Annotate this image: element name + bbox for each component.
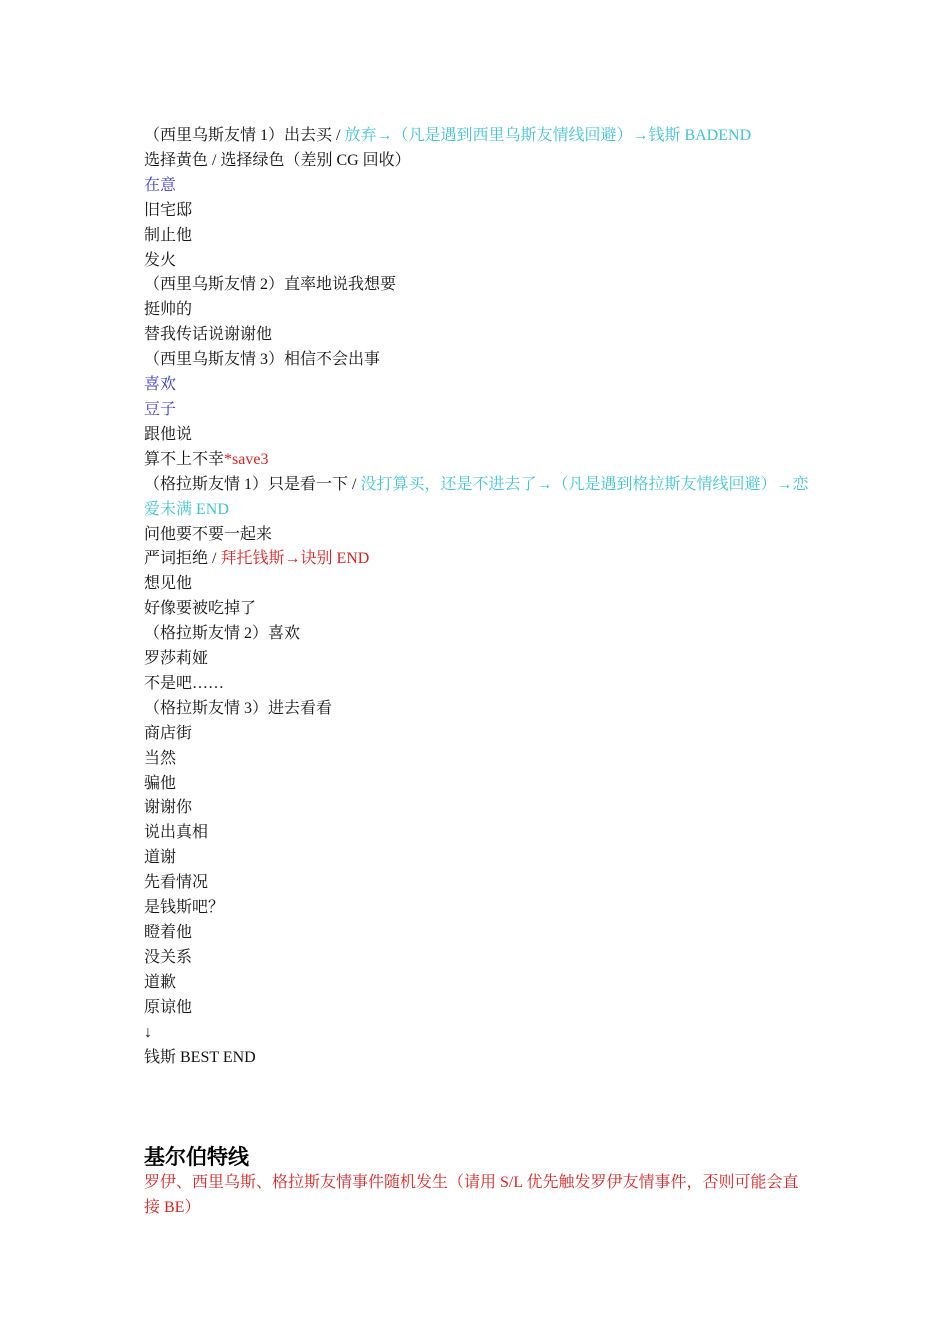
guide-line <box>144 174 814 199</box>
guide-line <box>144 622 814 647</box>
guide-line <box>144 523 814 548</box>
red-note: 拜托钱斯→诀别 END <box>220 550 370 568</box>
highlighted-choice: 豆子 <box>144 400 177 418</box>
choice-text: 挺帅的 <box>144 301 193 319</box>
choice-text: 瞪着他 <box>144 924 193 941</box>
guide-line <box>144 647 814 672</box>
guide-line <box>144 821 814 846</box>
guide-line <box>144 398 814 423</box>
guide-line <box>144 199 814 224</box>
choice-text: 道歉 <box>144 973 177 991</box>
choice-text: 说出真相 <box>144 824 209 842</box>
choice-text: 严词拒绝 / <box>144 550 221 568</box>
guide-line <box>144 772 814 797</box>
guide-line <box>144 846 814 871</box>
guide-line <box>144 921 814 946</box>
choice-text: （西里乌斯友情 2）直率地说我想要 <box>144 276 397 294</box>
choice-text: （西里乌斯友情 3）相信不会出事 <box>144 351 381 369</box>
choice-text: 谢谢你 <box>144 799 193 817</box>
section-note: 罗伊、西里乌斯、格拉斯友情事件随机发生（请用 S/L 优先触发罗伊友情事件，否则可能会直接 BE） <box>144 1174 799 1216</box>
bad-ending-branch: 放弃→（凡是遇到西里乌斯友情线回避）→钱斯 BADEND <box>344 127 752 144</box>
choice-text: 跟他说 <box>144 425 193 443</box>
guide-line <box>144 298 814 323</box>
guide-line <box>144 896 814 921</box>
guide-line <box>144 373 814 398</box>
guide-line <box>144 971 814 996</box>
choice-text: 商店街 <box>144 724 193 742</box>
guide-line <box>144 597 814 622</box>
guide-line <box>144 249 814 274</box>
guide-line <box>144 149 814 174</box>
highlighted-choice: 喜欢 <box>144 376 177 394</box>
choice-text: （格拉斯友情 2）喜欢 <box>144 625 301 643</box>
choice-text: 当然 <box>144 749 177 767</box>
choice-text: 好像要被吃掉了 <box>144 600 257 618</box>
guide-line <box>144 697 814 722</box>
choice-text: 罗莎莉娅 <box>144 650 209 668</box>
guide-line <box>144 747 814 772</box>
guide-line <box>144 796 814 821</box>
choice-text: 制止他 <box>144 226 193 244</box>
guide-line <box>144 996 814 1021</box>
guide-line <box>144 871 814 896</box>
guide-line <box>144 224 814 249</box>
choice-text: 原谅他 <box>144 998 193 1016</box>
highlighted-choice: 在意 <box>144 176 177 194</box>
guide-line <box>144 423 814 448</box>
choice-text: 问他要不要一起来 <box>144 525 273 543</box>
choice-text: （格拉斯友情 1）只是看一下 / <box>144 475 361 493</box>
section-heading: 基尔伯特线 <box>144 1145 249 1169</box>
choice-text: 先看情况 <box>144 874 209 892</box>
choice-text: 发火 <box>144 251 177 269</box>
red-note: *save3 <box>224 450 269 468</box>
guide-line <box>144 672 814 697</box>
guide-line <box>144 946 814 971</box>
choice-text: （西里乌斯友情 1）出去买 / <box>144 127 345 144</box>
guide-line <box>144 473 814 523</box>
choice-text: 是钱斯吧？ <box>144 899 225 917</box>
guide-line <box>144 348 814 373</box>
choice-text: （格拉斯友情 3）进去看看 <box>144 699 333 717</box>
choice-text: ↓ <box>144 1023 152 1041</box>
route-guide-body <box>144 124 814 1070</box>
guide-line <box>144 124 814 149</box>
guide-line <box>144 323 814 348</box>
guide-line <box>144 1046 814 1071</box>
guide-line <box>144 273 814 298</box>
guide-line <box>144 448 814 473</box>
choice-text: 不是吧…… <box>144 674 225 692</box>
guide-line <box>144 547 814 572</box>
choice-text: 选择黄色 / 选择绿色（差别 CG 回收） <box>144 151 411 169</box>
guide-line <box>144 722 814 747</box>
choice-text: 算不上不幸 <box>144 450 225 468</box>
choice-text: 骗他 <box>144 774 177 792</box>
choice-text: 钱斯 BEST END <box>144 1048 256 1066</box>
choice-text: 替我传话说谢谢他 <box>144 326 273 344</box>
choice-text: 想见他 <box>144 575 193 593</box>
choice-text: 没关系 <box>144 948 193 966</box>
choice-text: 旧宅邸 <box>144 201 193 219</box>
bad-ending-branch: 没打算买，还是不进去了→（凡是遇到格拉斯友情线回避）→恋爱未满 END <box>144 475 809 518</box>
guide-line <box>144 1021 814 1046</box>
choice-text: 道谢 <box>144 849 177 867</box>
guide-line <box>144 572 814 597</box>
